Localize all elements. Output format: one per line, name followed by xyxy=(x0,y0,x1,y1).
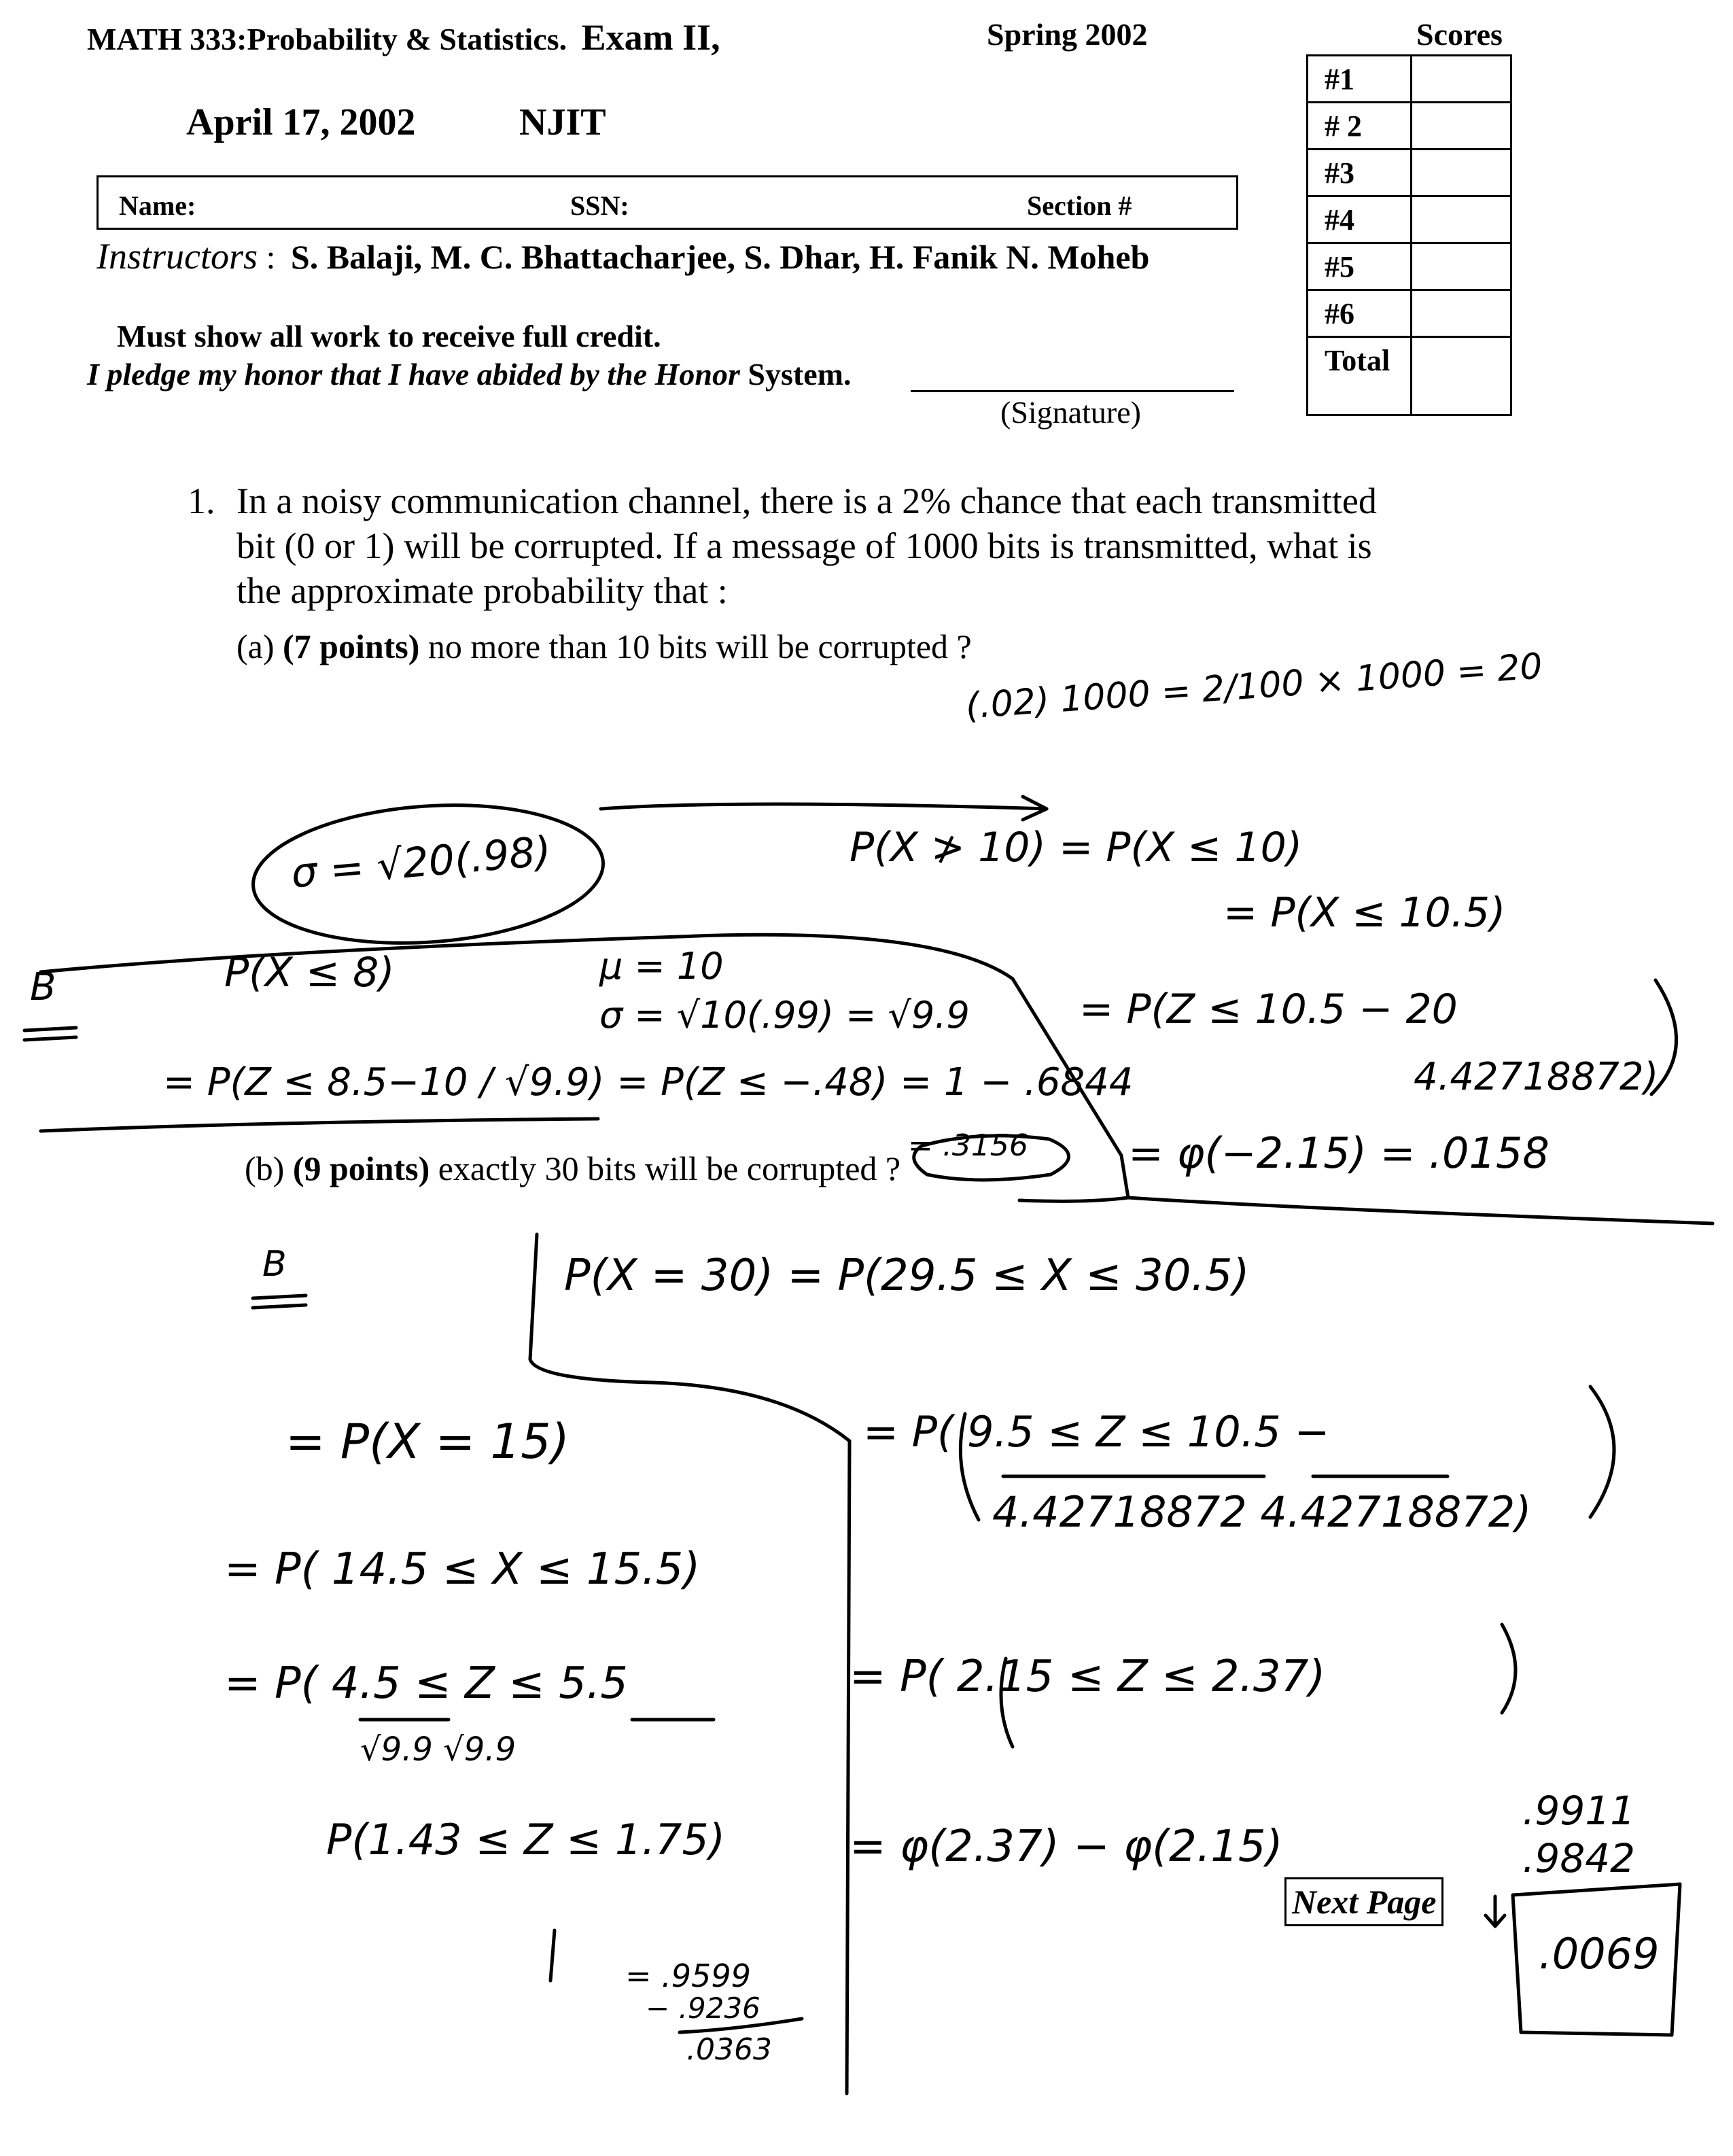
handwriting-6: P(X ≤ 8) xyxy=(224,949,395,996)
instructors-label: Instructors xyxy=(97,236,258,277)
name-label: Name: xyxy=(119,190,196,221)
handwriting-22: = P( 2.15 ≤ Z ≤ 2.37) xyxy=(850,1652,1326,1702)
handwriting-10: 4.42718872) xyxy=(1414,1055,1659,1099)
down-arrow xyxy=(1486,1896,1505,1926)
handwriting-21: √9.9 √9.9 xyxy=(360,1731,517,1769)
question-number: 1. xyxy=(188,481,215,521)
part-a-points: (7 points) xyxy=(283,627,420,665)
divider-line-2 xyxy=(41,1119,598,1131)
b-underline-2 xyxy=(253,1296,306,1308)
handwriting-5: B xyxy=(30,965,56,1009)
score-total-label: Total xyxy=(1308,337,1412,415)
pledge-system: System. xyxy=(748,357,852,392)
handwriting-8: σ = √10(.99) = √9.9 xyxy=(599,994,970,1037)
instructors-colon: : xyxy=(266,238,276,276)
score-label: # 2 xyxy=(1308,103,1412,150)
question-text-line-3: the approximate probability that : xyxy=(237,570,728,611)
handwriting-24: = φ(2.37) − φ(2.15) xyxy=(850,1822,1283,1872)
exam-title: Exam II, xyxy=(581,17,720,58)
b-underline-1 xyxy=(24,1028,76,1040)
handwriting-1: (.02) 1000 = 2/100 × 1000 = 20 xyxy=(964,646,1544,727)
handwriting-12: = .3156 xyxy=(908,1128,1028,1163)
question-text-line-2: bit (0 or 1) will be corrupted. If a message of 1000 bits is transmitted, what is xyxy=(237,525,1372,566)
exam-date: April 17, 2002 xyxy=(186,101,416,143)
course-name: MATH 333:Probability & Statistics. xyxy=(87,22,567,56)
part-a-label: (a) xyxy=(237,627,275,665)
handwriting-26: .9842 xyxy=(1522,1835,1636,1881)
handwriting-9: = P(Z ≤ 10.5 − 20 xyxy=(1079,986,1458,1033)
pledge-text: I pledge my honor that I have abided by the Honor xyxy=(87,357,740,392)
part-b-label: (b) xyxy=(245,1149,285,1187)
score-label: #1 xyxy=(1308,56,1412,103)
exam-term: Spring 2002 xyxy=(987,17,1148,52)
ssn-label: SSN: xyxy=(570,190,629,221)
pz-close-paren xyxy=(1502,1624,1516,1713)
scores-title: Scores xyxy=(1416,17,1503,52)
handwriting-17: = P( 9.5 ≤ Z ≤ 10.5 − xyxy=(863,1407,1330,1457)
arrow-line xyxy=(601,804,1047,809)
score-label: #4 xyxy=(1308,196,1412,243)
score-label: #3 xyxy=(1308,150,1412,196)
handwriting-30: .0363 xyxy=(686,2032,772,2067)
handwriting-11: = P(Z ≤ 8.5−10 / √9.9) = P(Z ≤ −.48) = 1 − .6844 xyxy=(163,1060,1134,1105)
handwriting-20: = P( 4.5 ≤ Z ≤ 5.5 xyxy=(224,1658,628,1709)
handwriting-13: = φ(−2.15) = .0158 xyxy=(1128,1128,1550,1178)
handwriting-23: P(1.43 ≤ Z ≤ 1.75) xyxy=(326,1815,726,1864)
handwriting-7: μ = 10 xyxy=(599,945,724,988)
part-b-text: exactly 30 bits will be corrupted ? xyxy=(438,1149,901,1187)
divider-line-1 xyxy=(41,935,1013,979)
handwriting-29: − .9236 xyxy=(646,1992,760,2025)
school-name: NJIT xyxy=(519,101,606,143)
handwriting-25: .9911 xyxy=(1522,1788,1636,1834)
part-a-text: no more than 10 bits will be corrupted ? xyxy=(427,627,972,665)
handwriting-3: P(X ≯ 10) = P(X ≤ 10) xyxy=(850,824,1303,871)
next-page-label: Next Page xyxy=(1284,1877,1443,1926)
handwriting-18: 4.42718872 4.42718872) xyxy=(992,1487,1532,1537)
cursor-mark xyxy=(550,1930,555,1981)
work-note: Must show all work to receive full credit. xyxy=(117,319,661,353)
handwriting-2: σ = √20(.98) xyxy=(289,827,553,898)
part-a-bottom-line xyxy=(1019,1198,1713,1223)
handwriting-27: .0069 xyxy=(1539,1929,1660,1979)
signature-label: (Signature) xyxy=(1000,395,1141,430)
handwriting-28: = .9599 xyxy=(625,1958,751,1994)
part-b-points: (9 points) xyxy=(292,1149,430,1187)
score-label: #5 xyxy=(1308,243,1412,290)
handwriting-4: = P(X ≤ 10.5) xyxy=(1223,889,1506,937)
question-text-line-1: In a noisy communication channel, there is a 2% chance that each transmitted xyxy=(237,481,1377,521)
handwriting-15: P(X = 30) = P(29.5 ≤ X ≤ 30.5) xyxy=(564,1251,1250,1301)
part-b-close-paren xyxy=(1590,1387,1614,1517)
score-label: #6 xyxy=(1308,290,1412,337)
handwriting-19: = P( 14.5 ≤ X ≤ 15.5) xyxy=(224,1544,701,1595)
instructors-names: S. Balaji, M. C. Bhattacharjee, S. Dhar, H. Fanik N. Moheb xyxy=(290,238,1150,276)
section-label: Section # xyxy=(1027,190,1132,221)
handwriting-14: B xyxy=(262,1244,287,1285)
handwriting-16: = P(X = 15) xyxy=(285,1414,570,1470)
